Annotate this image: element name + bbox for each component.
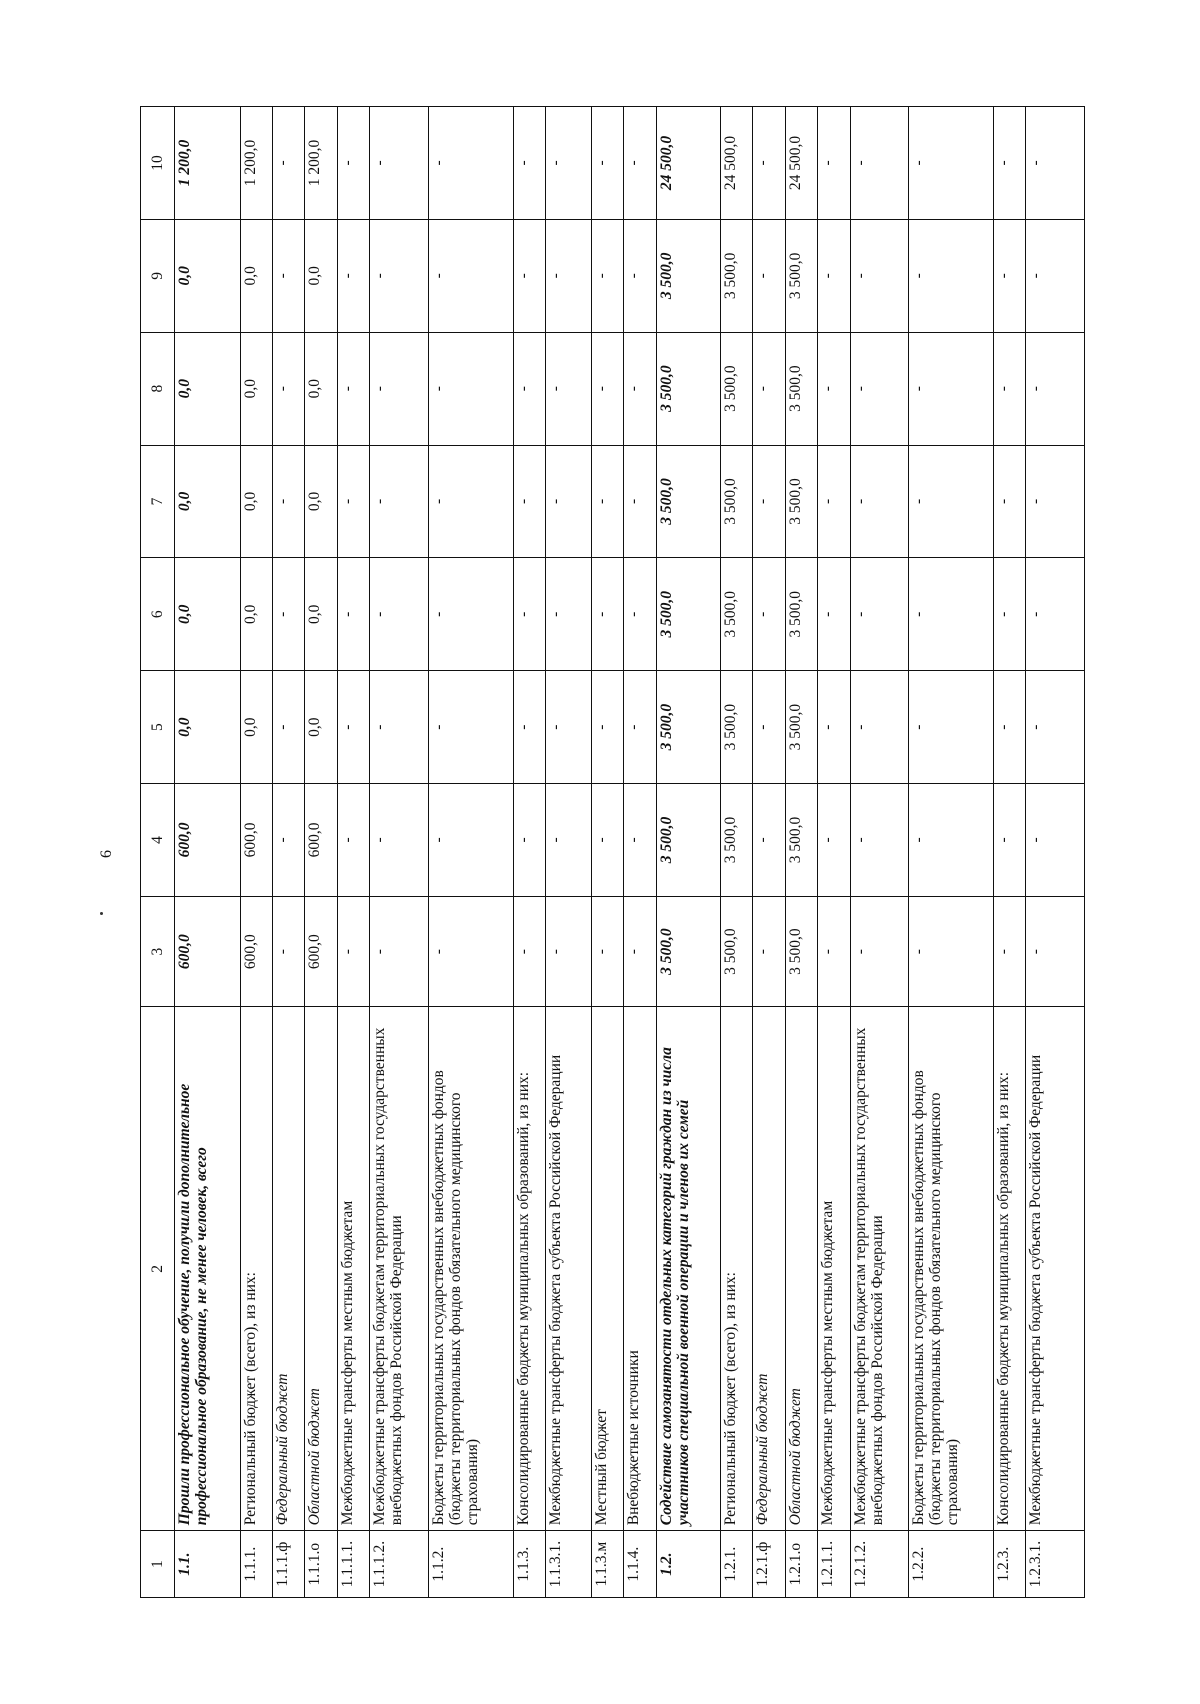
value-cell: 1 200,0 (175, 107, 240, 220)
row-code: 1.2.1.1. (817, 1531, 850, 1598)
value-cell: 1 200,0 (305, 107, 338, 220)
value-cell: - (428, 896, 513, 1007)
value-cell: - (370, 219, 428, 332)
value-cell: - (513, 445, 545, 558)
value-cell: - (994, 219, 1026, 332)
value-cell: - (994, 332, 1026, 445)
value-cell: 600,0 (240, 784, 272, 897)
page-number: 6 (98, 850, 115, 858)
value-cell: 3 500,0 (785, 332, 817, 445)
value-cell: - (753, 332, 785, 445)
value-cell: 3 500,0 (657, 219, 721, 332)
header-cell: 2 (141, 1007, 175, 1531)
value-cell: 600,0 (305, 784, 338, 897)
value-cell: 3 500,0 (657, 896, 721, 1007)
table-row (305, 107, 338, 1598)
row-name: Межбюджетные трансферты бюджета субъекта Российской Федерации (1026, 1007, 1085, 1531)
table-row (338, 107, 370, 1598)
row-code: 1.1.3.м (591, 1531, 623, 1598)
value-cell: - (428, 558, 513, 671)
value-cell: - (1026, 332, 1085, 445)
value-cell: 3 500,0 (785, 896, 817, 1007)
header-cell: 7 (141, 445, 175, 558)
value-cell: - (753, 784, 785, 897)
table-row (850, 107, 908, 1598)
value-cell: - (850, 445, 908, 558)
value-cell: - (370, 107, 428, 220)
value-cell: - (850, 784, 908, 897)
value-cell: - (753, 671, 785, 784)
value-cell: - (591, 445, 623, 558)
value-cell: - (513, 219, 545, 332)
value-cell: - (272, 896, 304, 1007)
table-row (428, 107, 513, 1598)
value-cell: - (591, 784, 623, 897)
row-code: 1.1.1.2. (370, 1531, 428, 1598)
row-code: 1.2.3.1. (1026, 1531, 1085, 1598)
value-cell: - (545, 671, 591, 784)
row-name: Региональный бюджет (всего), из них: (240, 1007, 272, 1531)
value-cell: - (545, 445, 591, 558)
value-cell: - (623, 671, 656, 784)
value-cell: - (850, 558, 908, 671)
row-name: Межбюджетные трансферты бюджетам территориальных государственных внебюджетных фондов Российской Федерации (850, 1007, 908, 1531)
value-cell: - (1026, 896, 1085, 1007)
value-cell: - (591, 896, 623, 1007)
row-code: 1.1.4. (623, 1531, 656, 1598)
value-cell: 3 500,0 (721, 445, 753, 558)
value-cell: - (994, 445, 1026, 558)
value-cell: 3 500,0 (721, 896, 753, 1007)
value-cell: - (545, 558, 591, 671)
value-cell: - (850, 219, 908, 332)
value-cell: - (623, 558, 656, 671)
header-cell: 6 (141, 558, 175, 671)
value-cell: - (1026, 784, 1085, 897)
value-cell: - (513, 784, 545, 897)
row-name: Межбюджетные трансферты бюджета субъекта Российской Федерации (545, 1007, 591, 1531)
value-cell: - (338, 332, 370, 445)
header-cell: 5 (141, 671, 175, 784)
value-cell: - (545, 896, 591, 1007)
scan-dot-mark (100, 912, 103, 915)
value-cell: - (591, 219, 623, 332)
table-row (370, 107, 428, 1598)
value-cell: - (338, 671, 370, 784)
table-row (994, 107, 1026, 1598)
value-cell: - (545, 332, 591, 445)
value-cell: 3 500,0 (721, 558, 753, 671)
table-row (1026, 107, 1085, 1598)
value-cell: - (817, 671, 850, 784)
rotated-table-container (140, 106, 1085, 1598)
table-row (175, 107, 240, 1598)
table-row (753, 107, 785, 1598)
table-row (513, 107, 545, 1598)
value-cell: - (370, 332, 428, 445)
value-cell: 600,0 (240, 896, 272, 1007)
value-cell: - (623, 219, 656, 332)
table-row (785, 107, 817, 1598)
value-cell: 0,0 (305, 445, 338, 558)
value-cell: 600,0 (175, 896, 240, 1007)
value-cell: - (428, 784, 513, 897)
value-cell: - (753, 107, 785, 220)
value-cell: - (909, 107, 994, 220)
value-cell: - (370, 784, 428, 897)
row-name: Федеральный бюджет (753, 1007, 785, 1531)
value-cell: - (909, 445, 994, 558)
value-cell: - (850, 332, 908, 445)
value-cell: 0,0 (240, 445, 272, 558)
table-row (591, 107, 623, 1598)
value-cell: - (272, 219, 304, 332)
value-cell: 3 500,0 (657, 332, 721, 445)
value-cell: 0,0 (175, 219, 240, 332)
value-cell: - (994, 558, 1026, 671)
value-cell: - (428, 107, 513, 220)
value-cell: - (428, 219, 513, 332)
row-code: 1.2.3. (994, 1531, 1026, 1598)
value-cell: - (545, 784, 591, 897)
value-cell: - (513, 896, 545, 1007)
value-cell: 24 500,0 (721, 107, 753, 220)
header-cell: 10 (141, 107, 175, 220)
value-cell: - (370, 671, 428, 784)
value-cell: - (272, 445, 304, 558)
value-cell: 3 500,0 (657, 784, 721, 897)
value-cell: 1 200,0 (240, 107, 272, 220)
table-row (272, 107, 304, 1598)
table-row (545, 107, 591, 1598)
row-name: Федеральный бюджет (272, 1007, 304, 1531)
value-cell: - (817, 784, 850, 897)
table-header-row (141, 107, 175, 1598)
value-cell: - (338, 219, 370, 332)
value-cell: 0,0 (240, 558, 272, 671)
header-cell: 1 (141, 1531, 175, 1598)
value-cell: - (994, 671, 1026, 784)
value-cell: - (272, 332, 304, 445)
value-cell: - (817, 332, 850, 445)
value-cell: - (909, 332, 994, 445)
value-cell: - (994, 896, 1026, 1007)
value-cell: 3 500,0 (721, 332, 753, 445)
value-cell: - (591, 671, 623, 784)
value-cell: - (338, 445, 370, 558)
value-cell: 0,0 (240, 332, 272, 445)
row-code: 1.2.1.о (785, 1531, 817, 1598)
table-row (240, 107, 272, 1598)
value-cell: 0,0 (175, 671, 240, 784)
value-cell: - (753, 445, 785, 558)
value-cell: - (817, 896, 850, 1007)
table-row (721, 107, 753, 1598)
row-code: 1.1.2. (428, 1531, 513, 1598)
row-name: Местный бюджет (591, 1007, 623, 1531)
value-cell: - (623, 445, 656, 558)
budget-table (140, 106, 1085, 1598)
value-cell: 3 500,0 (657, 671, 721, 784)
value-cell: - (545, 107, 591, 220)
value-cell: 24 500,0 (785, 107, 817, 220)
value-cell: 0,0 (175, 332, 240, 445)
value-cell: 3 500,0 (785, 558, 817, 671)
value-cell: - (1026, 445, 1085, 558)
value-cell: 3 500,0 (657, 558, 721, 671)
value-cell: 3 500,0 (721, 219, 753, 332)
value-cell: - (817, 445, 850, 558)
row-name: Консолидированные бюджеты муниципальных образований, из них: (994, 1007, 1026, 1531)
value-cell: - (623, 784, 656, 897)
value-cell: - (513, 332, 545, 445)
value-cell: - (909, 219, 994, 332)
value-cell: - (623, 896, 656, 1007)
value-cell: - (1026, 671, 1085, 784)
header-cell: 4 (141, 784, 175, 897)
header-cell: 3 (141, 896, 175, 1007)
value-cell: - (338, 784, 370, 897)
row-code: 1.1.3.1. (545, 1531, 591, 1598)
row-code: 1.2. (657, 1531, 721, 1598)
value-cell: - (370, 445, 428, 558)
value-cell: 0,0 (175, 445, 240, 558)
row-code: 1.1. (175, 1531, 240, 1598)
table-row (623, 107, 656, 1598)
row-name: Межбюджетные трансферты местным бюджетам (817, 1007, 850, 1531)
value-cell: - (545, 219, 591, 332)
value-cell: 3 500,0 (657, 445, 721, 558)
value-cell: 0,0 (240, 671, 272, 784)
table-row (909, 107, 994, 1598)
value-cell: 600,0 (305, 896, 338, 1007)
header-cell: 9 (141, 219, 175, 332)
table-row (817, 107, 850, 1598)
value-cell: - (994, 784, 1026, 897)
row-name: Консолидированные бюджеты муниципальных образований, из них: (513, 1007, 545, 1531)
value-cell: - (370, 558, 428, 671)
value-cell: 0,0 (305, 219, 338, 332)
header-cell: 8 (141, 332, 175, 445)
value-cell: - (428, 332, 513, 445)
row-code: 1.1.1.ф (272, 1531, 304, 1598)
row-code: 1.2.1.2. (850, 1531, 908, 1598)
value-cell: - (817, 558, 850, 671)
value-cell: - (338, 107, 370, 220)
value-cell: 600,0 (175, 784, 240, 897)
value-cell: - (909, 896, 994, 1007)
row-code: 1.1.1.о (305, 1531, 338, 1598)
value-cell: - (817, 107, 850, 220)
value-cell: - (994, 107, 1026, 220)
value-cell: - (428, 445, 513, 558)
row-name: Содействие самозанятости отдельных категорий граждан из числа участников специальной военной операции и членов их семей (657, 1007, 721, 1531)
value-cell: - (272, 558, 304, 671)
value-cell: - (909, 671, 994, 784)
value-cell: - (591, 558, 623, 671)
value-cell: - (623, 107, 656, 220)
row-name: Прошли профессиональное обучение, получили дополнительное профессиональное образование, не менее человек, всего (175, 1007, 240, 1531)
row-code: 1.1.1.1. (338, 1531, 370, 1598)
row-name: Межбюджетные трансферты местным бюджетам (338, 1007, 370, 1531)
value-cell: - (591, 332, 623, 445)
value-cell: - (909, 558, 994, 671)
value-cell: 3 500,0 (785, 219, 817, 332)
row-name: Бюджеты территориальных государственных внебюджетных фондов (бюджеты территориальных фондов обязательного медицинского страхования) (909, 1007, 994, 1531)
row-name: Межбюджетные трансферты бюджетам территориальных государственных внебюджетных фондов Российской Федерации (370, 1007, 428, 1531)
value-cell: - (338, 896, 370, 1007)
value-cell: 3 500,0 (785, 784, 817, 897)
row-name: Бюджеты территориальных государственных внебюджетных фондов (бюджеты территориальных фондов обязательного медицинского страхования) (428, 1007, 513, 1531)
value-cell: 3 500,0 (785, 445, 817, 558)
value-cell: - (850, 671, 908, 784)
row-name: Региональный бюджет (всего), из них: (721, 1007, 753, 1531)
row-name: Внебюджетные источники (623, 1007, 656, 1531)
row-name: Областной бюджет (785, 1007, 817, 1531)
value-cell: 3 500,0 (785, 671, 817, 784)
value-cell: - (370, 896, 428, 1007)
value-cell: 0,0 (305, 332, 338, 445)
value-cell: - (272, 107, 304, 220)
value-cell: - (753, 896, 785, 1007)
row-code: 1.2.2. (909, 1531, 994, 1598)
value-cell: - (753, 219, 785, 332)
value-cell: 3 500,0 (721, 671, 753, 784)
value-cell: 0,0 (175, 558, 240, 671)
row-code: 1.2.1. (721, 1531, 753, 1598)
value-cell: - (272, 784, 304, 897)
value-cell: - (513, 671, 545, 784)
value-cell: - (753, 558, 785, 671)
value-cell: - (428, 671, 513, 784)
value-cell: - (817, 219, 850, 332)
row-name: Областной бюджет (305, 1007, 338, 1531)
value-cell: 0,0 (305, 558, 338, 671)
value-cell: - (1026, 107, 1085, 220)
value-cell: - (909, 784, 994, 897)
value-cell: 3 500,0 (721, 784, 753, 897)
value-cell: 0,0 (240, 219, 272, 332)
value-cell: - (272, 671, 304, 784)
value-cell: - (338, 558, 370, 671)
value-cell: - (1026, 219, 1085, 332)
value-cell: - (623, 332, 656, 445)
row-code: 1.1.3. (513, 1531, 545, 1598)
row-code: 1.1.1. (240, 1531, 272, 1598)
value-cell: - (513, 107, 545, 220)
value-cell: 0,0 (305, 671, 338, 784)
value-cell: - (513, 558, 545, 671)
value-cell: - (850, 107, 908, 220)
value-cell: - (591, 107, 623, 220)
table-row (657, 107, 721, 1598)
value-cell: - (1026, 558, 1085, 671)
value-cell: - (850, 896, 908, 1007)
row-code: 1.2.1.ф (753, 1531, 785, 1598)
value-cell: 24 500,0 (657, 107, 721, 220)
